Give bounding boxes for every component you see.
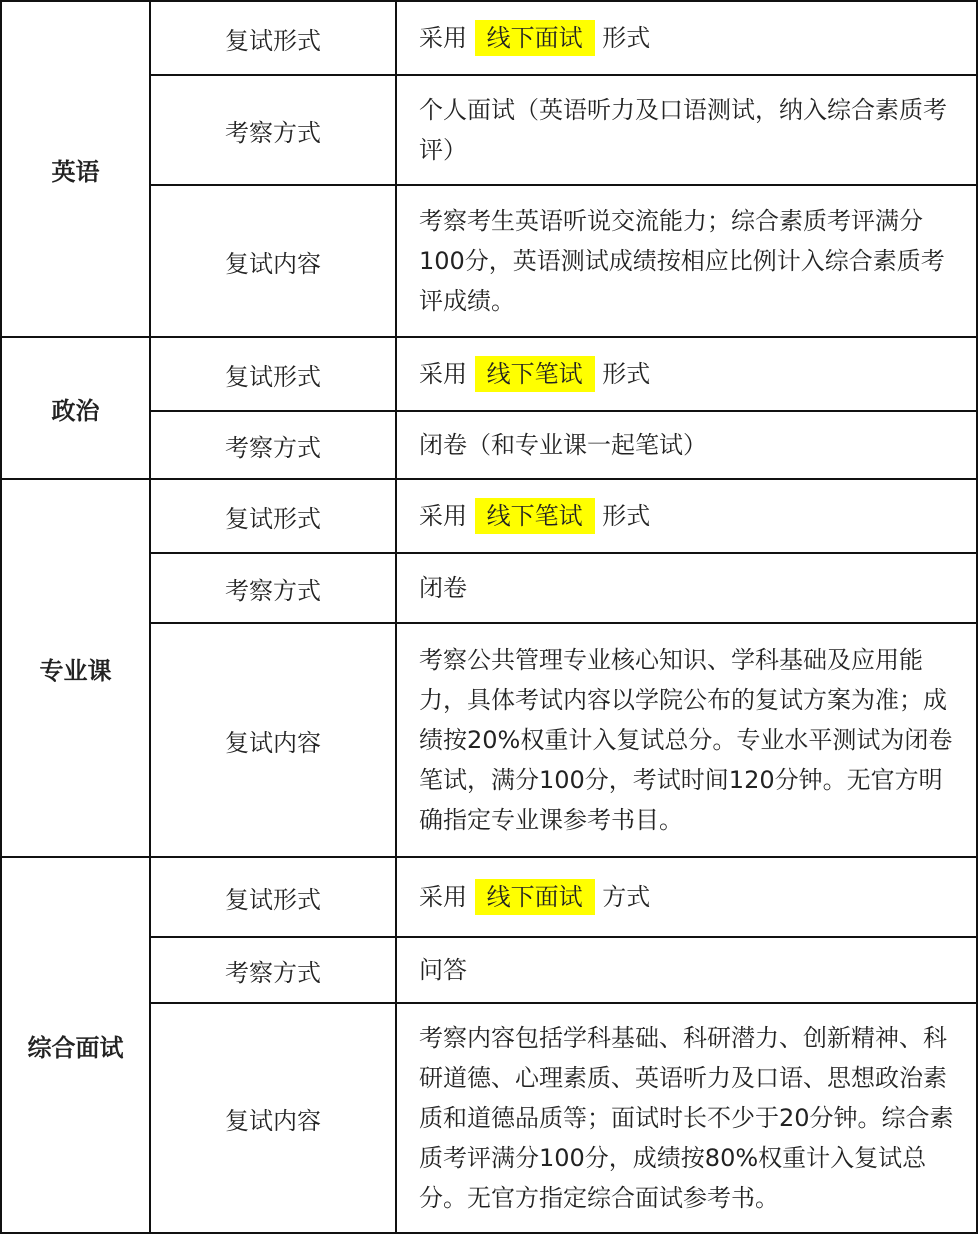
content-text: 考察内容包括学科基础、科研潜力、创新精神、科研道德、心理素质、英语听力及口语、思想政治素质和道德品质等；面试时长不少于20分钟。综合素质考评满分100分，成绩按80%权重计入复试总分。无官方指定综合面试参考书。 bbox=[419, 1024, 954, 1212]
content-text: 形式 bbox=[602, 360, 651, 388]
content-text: 闭卷（和专业课一起笔试） bbox=[419, 431, 707, 459]
table-row bbox=[1, 1, 977, 75]
content-cell bbox=[396, 185, 977, 337]
label-cell: 考察方式 bbox=[150, 553, 396, 623]
highlight-text: 线下面试 bbox=[475, 20, 595, 56]
content-cell bbox=[396, 857, 977, 937]
subject-cell: 英语 bbox=[1, 1, 150, 337]
content-text: 形式 bbox=[602, 502, 651, 530]
content-text: 个人面试（英语听力及口语测试，纳入综合素质考评） bbox=[419, 96, 947, 164]
highlight-text: 线下面试 bbox=[475, 879, 595, 915]
label-cell: 考察方式 bbox=[150, 411, 396, 479]
label-cell: 复试形式 bbox=[150, 857, 396, 937]
content-cell bbox=[396, 623, 977, 857]
content-cell bbox=[396, 937, 977, 1003]
highlight-text: 线下笔试 bbox=[475, 498, 595, 534]
content-cell bbox=[396, 479, 977, 553]
content-cell bbox=[396, 1, 977, 75]
content-text: 形式 bbox=[602, 24, 651, 52]
content-text: 方式 bbox=[602, 883, 651, 911]
content-text: 采用 bbox=[419, 360, 467, 388]
label-cell: 复试形式 bbox=[150, 337, 396, 411]
table-row bbox=[1, 337, 977, 411]
content-text: 闭卷 bbox=[419, 574, 467, 602]
label-cell: 复试内容 bbox=[150, 185, 396, 337]
content-text: 问答 bbox=[419, 956, 467, 984]
table-row bbox=[1, 857, 977, 937]
content-text: 采用 bbox=[419, 24, 467, 52]
subject-cell: 专业课 bbox=[1, 479, 150, 857]
table-row bbox=[1, 479, 977, 553]
label-cell: 考察方式 bbox=[150, 937, 396, 1003]
content-cell bbox=[396, 411, 977, 479]
subject-cell: 综合面试 bbox=[1, 857, 150, 1233]
content-text: 采用 bbox=[419, 502, 467, 530]
highlight-text: 线下笔试 bbox=[475, 356, 595, 392]
content-cell bbox=[396, 337, 977, 411]
label-cell: 复试形式 bbox=[150, 479, 396, 553]
content-text: 考察考生英语听说交流能力；综合素质考评满分100分，英语测试成绩按相应比例计入综合素质考评成绩。 bbox=[419, 207, 945, 315]
label-cell: 复试形式 bbox=[150, 1, 396, 75]
content-cell bbox=[396, 75, 977, 185]
subject-cell: 政治 bbox=[1, 337, 150, 479]
label-cell: 复试内容 bbox=[150, 1003, 396, 1233]
content-cell bbox=[396, 553, 977, 623]
label-cell: 考察方式 bbox=[150, 75, 396, 185]
label-cell: 复试内容 bbox=[150, 623, 396, 857]
content-text: 采用 bbox=[419, 883, 467, 911]
content-text: 考察公共管理专业核心知识、学科基础及应用能力，具体考试内容以学院公布的复试方案为准；成绩按20%权重计入复试总分。专业水平测试为闭卷笔试，满分100分，考试时间120分钟。无官方明确指定专业课参考书目。 bbox=[419, 646, 953, 834]
content-cell bbox=[396, 1003, 977, 1233]
